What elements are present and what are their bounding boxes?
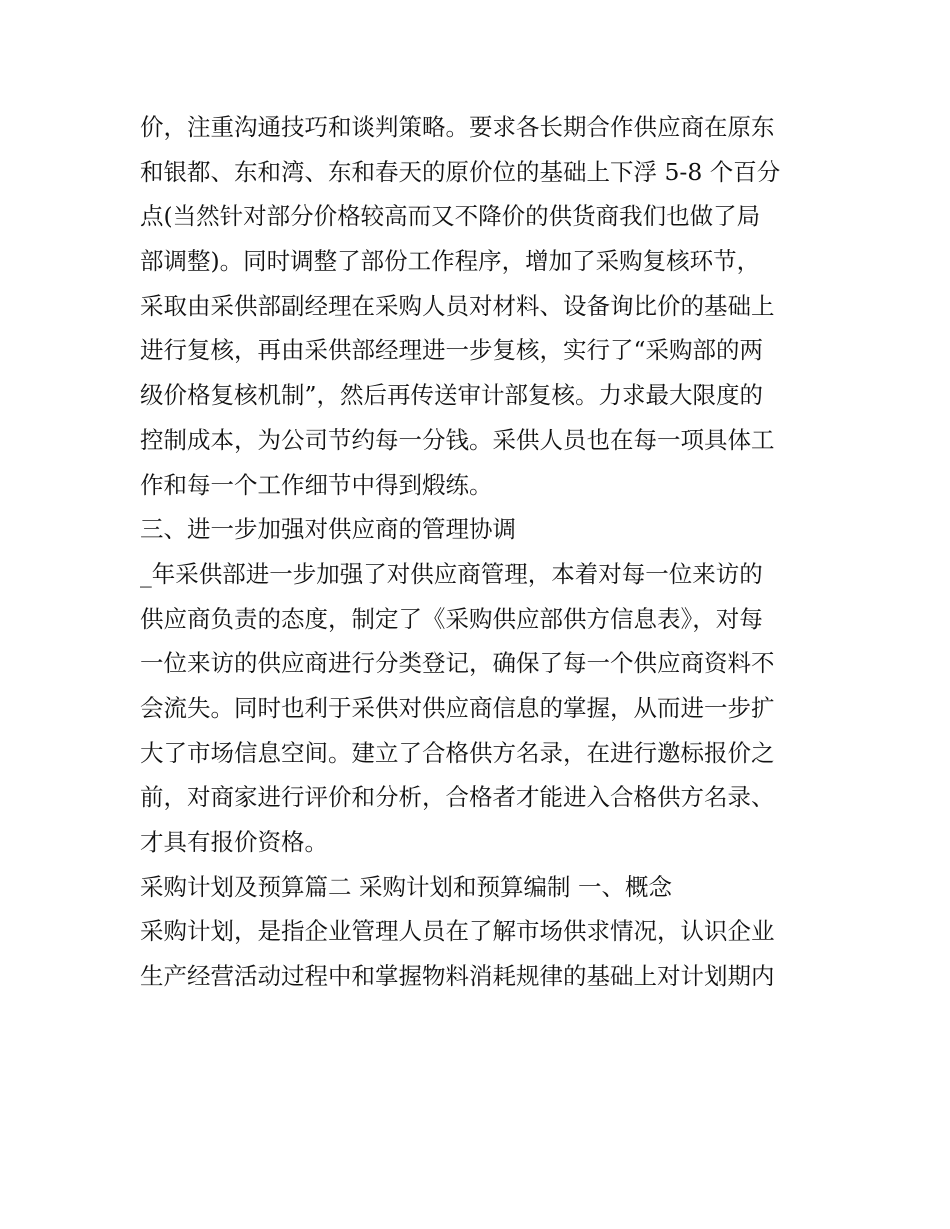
text-line: 采取由采供部副经理在采购人员对材料、设备询比价的基础上 [140,291,775,320]
text-line: 点(当然针对部分价格较高而又不降价的供货商我们也做了局 [140,202,761,231]
text-line: 进行复核，再由采供部经理进一步复核，实行了“采购部的两 [140,336,764,365]
text-line: 供应商负责的态度，制定了《采购供应部供方信息表》，对每 [140,604,763,633]
text-line: 级价格复核机制”，然后再传送审计部复核。力求最大限度的 [140,381,764,410]
text-line: 会流失。同时也利于采供对供应商信息的掌握，从而进一步扩 [140,693,775,722]
text-line: 前，对商家进行评价和分析，合格者才能进入合格供方名录、 [140,783,775,812]
text-line: 部调整)。同时调整了部份工作程序，增加了采购复核环节， [140,247,761,276]
section-heading: 采购计划及预算篇二 采购计划和预算编制 一、概念 [140,872,672,901]
text-line: 生产经营活动过程中和掌握物料消耗规律的基础上对计划期内 [140,962,775,991]
text-line: 大了市场信息空间。建立了合格供方名录，在进行邀标报价之 [140,738,775,767]
text-line: 采购计划，是指企业管理人员在了解市场供求情况，认识企业 [140,917,775,946]
text-line: 和银都、东和湾、东和春天的原价位的基础上下浮 5-8 个百分 [140,157,781,186]
text-line: 一位来访的供应商进行分类登记，确保了每一个供应商资料不 [140,649,775,678]
section-heading: 三、进一步加强对供应商的管理协调 [140,515,516,544]
text-line: 价，注重沟通技巧和谈判策略。要求各长期合作供应商在原东 [140,113,775,141]
text-line: 才具有报价资格。 [140,828,328,856]
text-line: _年采供部进一步加强了对供应商管理，本着对每一位来访的 [140,559,763,588]
text-line: 控制成本，为公司节约每一分钱。采供人员也在每一项具体工 [140,425,775,454]
text-line: 作和每一个工作细节中得到煅练。 [140,470,493,499]
document-body [140,105,820,999]
